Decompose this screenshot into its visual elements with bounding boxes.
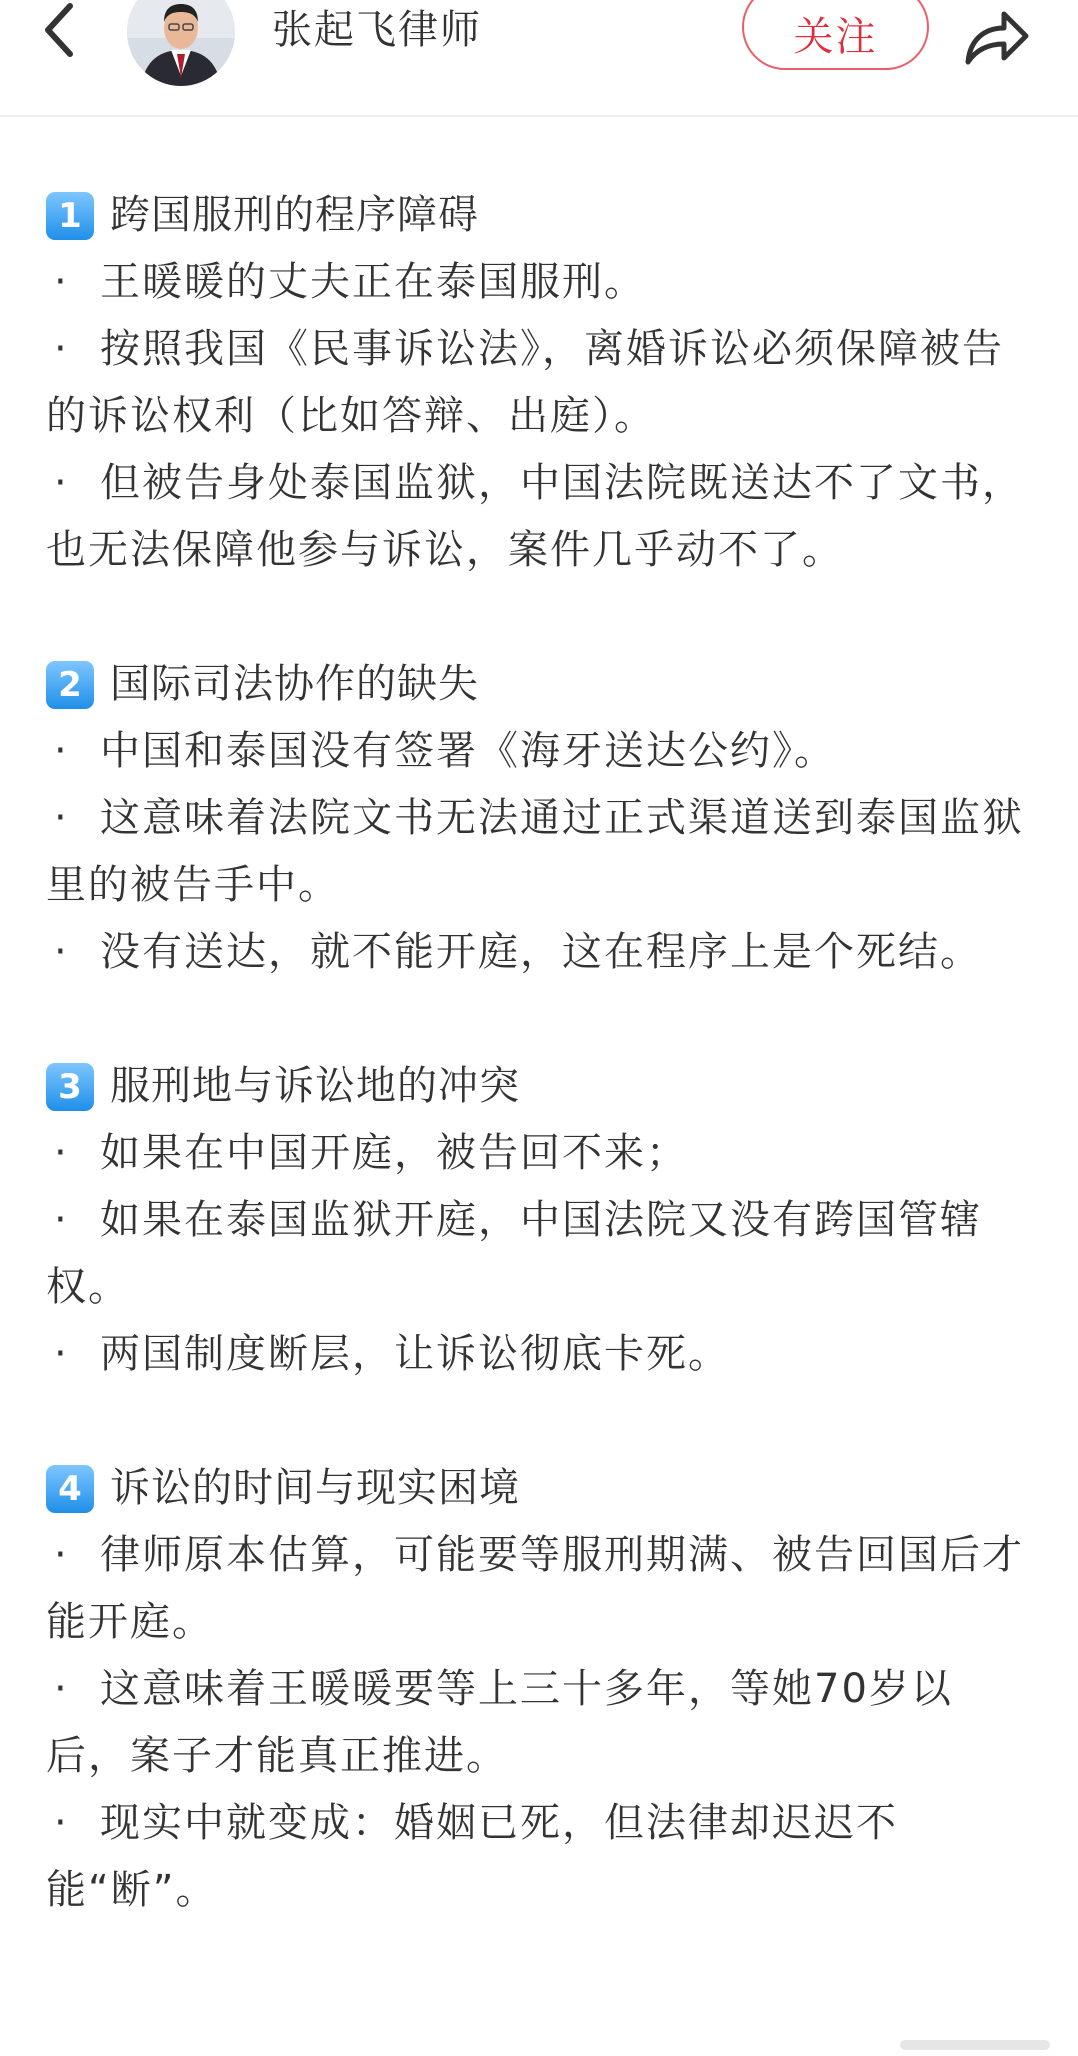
bullet-dot: ·	[54, 259, 69, 305]
bullet-text: 按照我国《民事诉讼法》，离婚诉讼必须保障被告的诉讼权利（比如答辩、出庭）。	[46, 326, 1004, 439]
bullet-dot: ·	[54, 1197, 69, 1243]
bullet-text: 没有送达，就不能开庭，这在程序上是个死结。	[100, 929, 982, 975]
section-title: 跨国服刑的程序障碍	[110, 192, 479, 238]
section-heading	[46, 1053, 1036, 1120]
bullet-text: 王暖暖的丈夫正在泰国服刑。	[100, 259, 646, 305]
bullet-text: 现实中就变成：婚姻已死，但法律却迟迟不能“断”。	[46, 1800, 898, 1913]
bullet-item	[46, 1656, 1036, 1790]
bullet-text: 但被告身处泰国监狱，中国法院既送达不了文书，也无法保障他参与诉讼，案件几乎动不了。	[46, 460, 1024, 573]
bullet-item	[46, 1187, 1036, 1321]
article-section	[46, 182, 1036, 584]
bullet-text: 如果在中国开庭，被告回不来；	[100, 1130, 688, 1176]
bullet-dot: ·	[54, 326, 69, 372]
bullet-item	[46, 1120, 1036, 1187]
bullet-item	[46, 785, 1036, 919]
section-title: 服刑地与诉讼地的冲突	[110, 1063, 520, 1109]
bullet-dot: ·	[54, 1130, 69, 1176]
bullet-item	[46, 1522, 1036, 1656]
article-section	[46, 1053, 1036, 1388]
bullet-item	[46, 919, 1036, 986]
home-indicator	[900, 2040, 1050, 2050]
bullet-dot: ·	[54, 1666, 69, 1712]
article-section	[46, 1455, 1036, 1924]
bullet-item	[46, 249, 1036, 316]
section-heading	[46, 651, 1036, 718]
post-body	[46, 182, 1036, 1991]
number-badge-icon: 4	[46, 1465, 94, 1513]
number-badge-icon: 1	[46, 192, 94, 240]
number-badge-icon: 2	[46, 661, 94, 709]
avatar-image	[127, 0, 235, 86]
author-name[interactable]: 张起飞律师	[272, 7, 482, 53]
bullet-dot: ·	[54, 1532, 69, 1578]
section-heading	[46, 1455, 1036, 1522]
bullet-text: 这意味着王暖暖要等上三十多年，等她70岁以后，案子才能真正推进。	[46, 1666, 953, 1779]
bullet-text: 这意味着法院文书无法通过正式渠道送到泰国监狱里的被告手中。	[46, 795, 1024, 908]
section-title: 诉讼的时间与现实困境	[110, 1465, 520, 1511]
top-bar	[0, 0, 1078, 117]
share-arrow-icon	[960, 0, 1032, 70]
number-badge-icon: 3	[46, 1063, 94, 1111]
bullet-text: 中国和泰国没有签署《海牙送达公约》。	[100, 728, 836, 774]
bullet-dot: ·	[54, 460, 69, 506]
section-title: 国际司法协作的缺失	[110, 661, 479, 707]
article-section	[46, 651, 1036, 986]
bullet-text: 两国制度断层，让诉讼彻底卡死。	[100, 1331, 730, 1377]
bullet-item	[46, 1790, 1036, 1924]
bullet-text: 如果在泰国监狱开庭，中国法院又没有跨国管辖权。	[46, 1197, 982, 1310]
section-heading	[46, 182, 1036, 249]
bullet-dot: ·	[54, 1800, 69, 1846]
bullet-item	[46, 316, 1036, 450]
chevron-left-icon	[40, 0, 80, 70]
bullet-dot: ·	[54, 728, 69, 774]
bullet-item	[46, 450, 1036, 584]
bullet-item	[46, 1321, 1036, 1388]
bullet-dot: ·	[54, 1331, 69, 1377]
bullet-item	[46, 718, 1036, 785]
bullet-dot: ·	[54, 795, 69, 841]
back-button[interactable]	[40, 0, 80, 70]
follow-button[interactable]: 关注	[742, 0, 929, 70]
bullet-dot: ·	[54, 929, 69, 975]
author-avatar[interactable]	[127, 0, 235, 86]
share-button[interactable]	[960, 0, 1032, 70]
bullet-text: 律师原本估算，可能要等服刑期满、被告回国后才能开庭。	[46, 1532, 1024, 1645]
